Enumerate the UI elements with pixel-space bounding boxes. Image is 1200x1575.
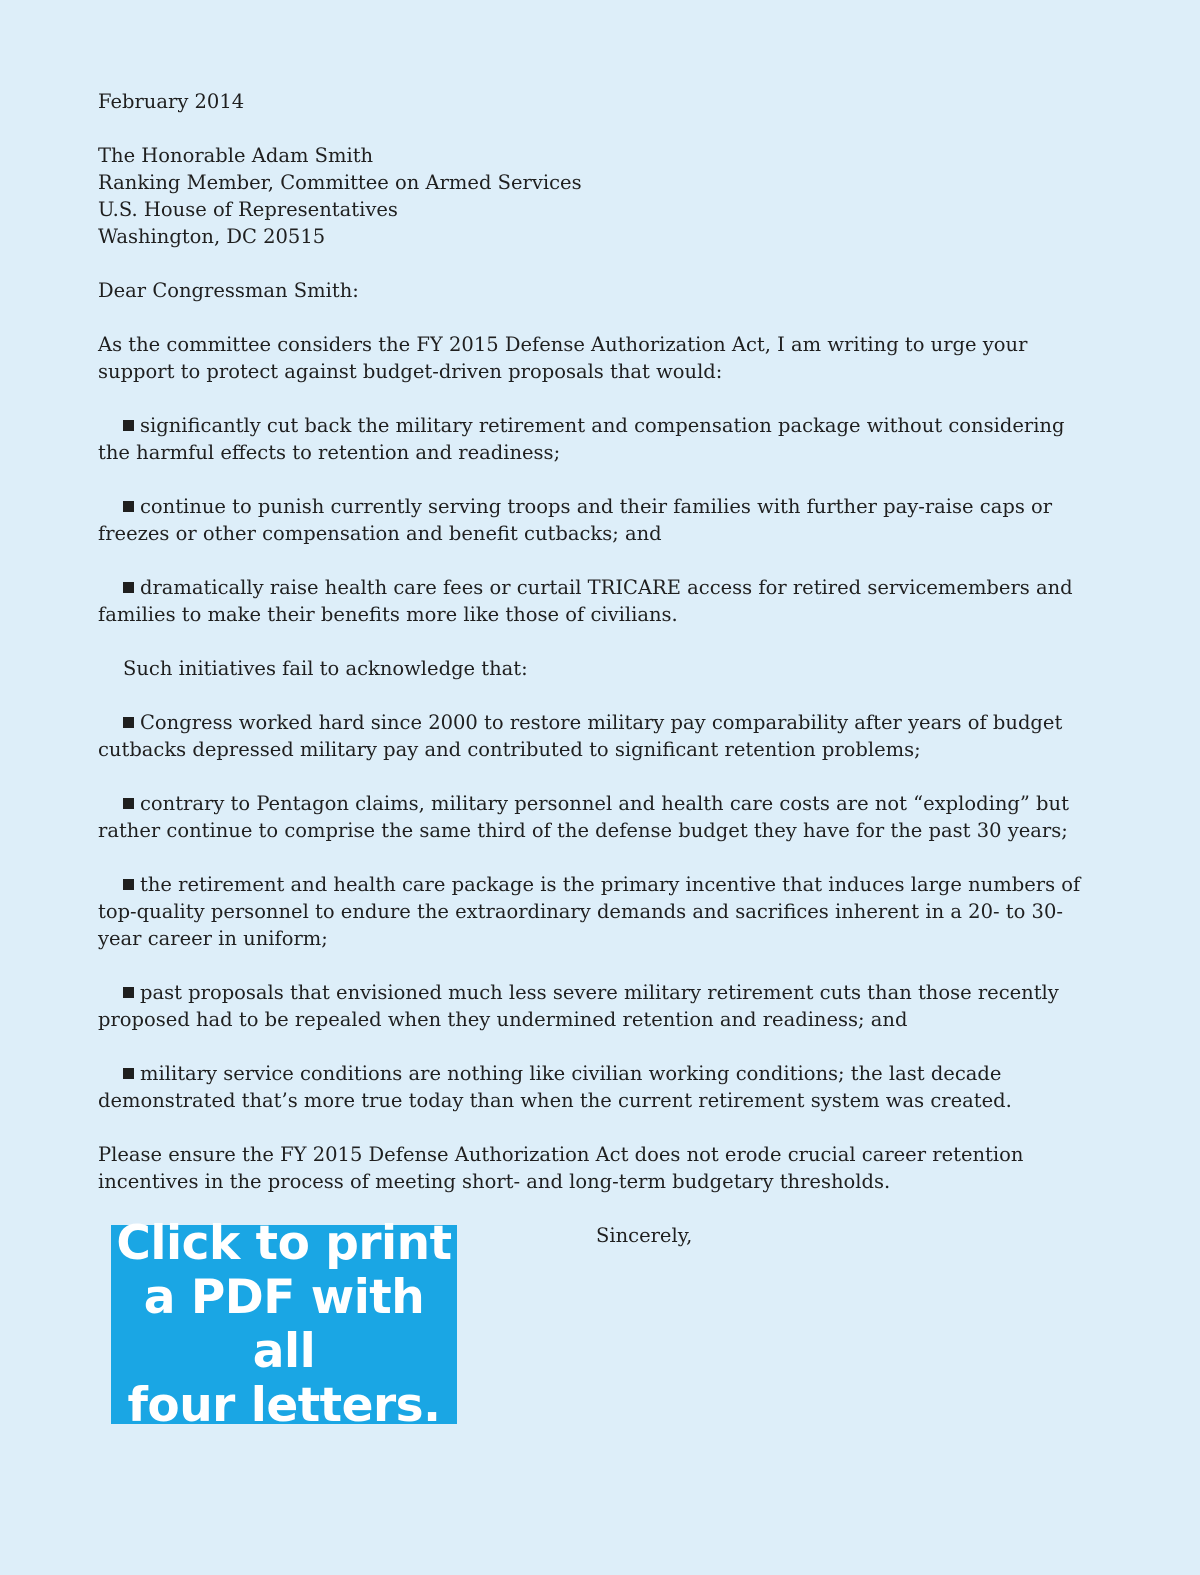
list-item <box>98 574 1098 628</box>
salutation: Dear Congressman Smith: <box>98 279 359 302</box>
acknowledgement-text: military service conditions are nothing like civilian working conditions; the last decade demonstrated that’s more true today than when the current retirement system was created. <box>98 1062 1012 1112</box>
conclusion-paragraph: Please ensure the FY 2015 Defense Authorization Act does not erode crucial career retention incentives in the process of meeting short- and long-term budgetary thresholds. <box>98 1143 1024 1193</box>
letter-date: February 2014 <box>98 90 245 113</box>
print-button-line: Click to print <box>116 1215 452 1271</box>
proposal-text: continue to punish currently serving troops and their families with further pay-raise caps or freezes or other compensation and benefit cutbacks; and <box>98 495 1053 545</box>
list-item <box>98 493 1098 547</box>
square-bullet-icon <box>123 1068 134 1079</box>
list-item <box>98 871 1098 952</box>
acknowledgement-text: Congress worked hard since 2000 to restore military pay comparability after years of budget cutbacks depressed military pay and contributed to significant retention problems; <box>98 711 1063 761</box>
closing: Sincerely, <box>596 1224 693 1247</box>
list-item <box>98 979 1098 1033</box>
square-bullet-icon <box>123 501 134 512</box>
acknowledgement-text: the retirement and health care package is the primary incentive that induces large numbers of top-quality personnel to endure the extraordinary demands and sacrifices inherent in a 20- to 30-year career in uniform; <box>98 873 1081 950</box>
recipient-address <box>98 142 1098 250</box>
acknowledgement-text: past proposals that envisioned much less severe military retirement cuts than those recently proposed had to be repealed when they undermined retention and readiness; and <box>98 981 1059 1031</box>
print-button-line: a PDF with all <box>143 1269 425 1379</box>
square-bullet-icon <box>123 420 134 431</box>
list-item <box>98 790 1098 844</box>
intro-paragraph: As the committee considers the FY 2015 Defense Authorization Act, I am writing to urge your support to protect against budget-driven proposals that would: <box>98 333 1028 383</box>
letter-body <box>98 88 1098 1222</box>
list-item <box>98 412 1098 466</box>
list-item <box>98 1060 1098 1114</box>
proposal-text: dramatically raise health care fees or curtail TRICARE access for retired servicemembers and families to make their benefits more like those of civilians. <box>98 576 1073 626</box>
recipient-title: Ranking Member, Committee on Armed Services <box>98 171 582 194</box>
proposal-text: significantly cut back the military retirement and compensation package without considering the harmful effects to retention and readiness; <box>98 414 1065 464</box>
print-pdf-button-label <box>111 1217 457 1433</box>
recipient-name: The Honorable Adam Smith <box>98 144 374 167</box>
print-pdf-button[interactable] <box>111 1215 457 1433</box>
recipient-city: Washington, DC 20515 <box>98 225 326 248</box>
square-bullet-icon <box>123 798 134 809</box>
transition-paragraph: Such initiatives fail to acknowledge that: <box>123 657 528 680</box>
list-item <box>98 709 1098 763</box>
recipient-organization: U.S. House of Representatives <box>98 198 398 221</box>
square-bullet-icon <box>123 879 134 890</box>
print-button-line: four letters. <box>127 1377 441 1433</box>
square-bullet-icon <box>123 717 134 728</box>
square-bullet-icon <box>123 582 134 593</box>
acknowledgement-text: contrary to Pentagon claims, military personnel and health care costs are not “exploding” but rather continue to comprise the same third of the defense budget they have for the past 30 years; <box>98 792 1069 842</box>
square-bullet-icon <box>123 987 134 998</box>
